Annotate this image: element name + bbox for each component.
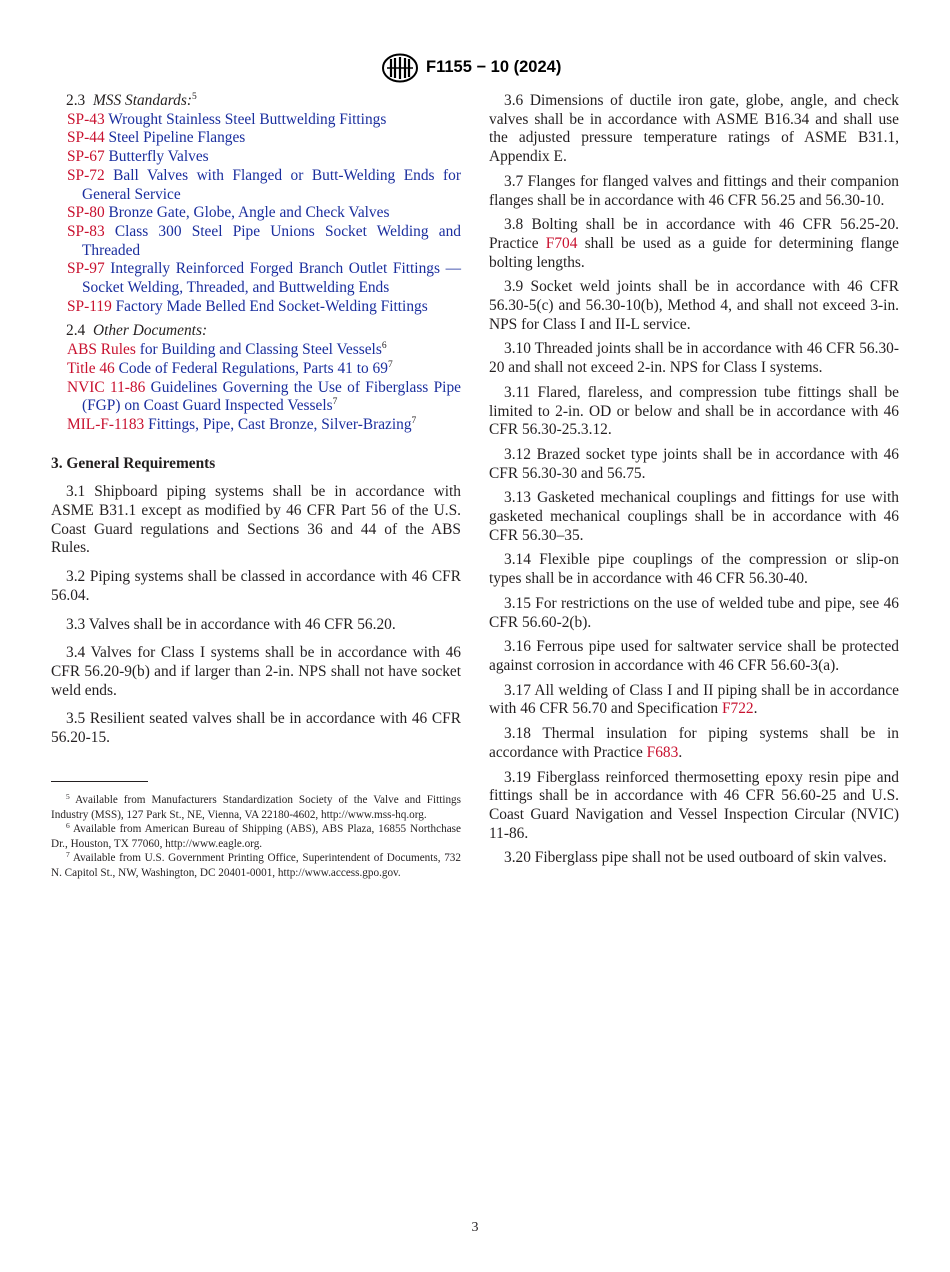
specification-f722-link[interactable]: F722 (721, 700, 754, 718)
section-2-4-heading: 2.4 Other Documents: (66, 322, 208, 340)
reference-item[interactable]: NVIC 11-86 Guidelines Governing the Use of Fiberglass Pipe (FGP) on Coast Guard Inspected Vessels$^7$ (67, 378, 461, 415)
left-column (51, 92, 461, 758)
paragraph-3-11: 3.11 Flared, flareless, and compression tube fittings shall be limited to 2-in. OD or below and shall be in accordance with 46 CFR 56.30-25.3.12. (489, 383, 899, 439)
paragraph-3-8: 3.8 Bolting shall be in accordance with 46 CFR 56.25-20. Practice F704 shall be used as a guide for determining flange bolting lengths. (489, 216, 899, 271)
footnote: $^7$ Available from U.S. Government Printing Office, Superintendent of Documents, 732 N. Capitol St., NW, Washington, DC 20401-0001, http://www.access.gpo.gov. (51, 850, 461, 879)
reference-item[interactable]: SP-83 Class 300 Steel Pipe Unions Socket Welding and Threaded (67, 222, 461, 259)
reference-item[interactable]: SP-119 Factory Made Belled End Socket-Welding Fittings (67, 297, 428, 315)
reference-item[interactable]: ABS Rules for Building and Classing Steel Vessels$^6$ (67, 341, 387, 359)
practice-f704-link[interactable]: F704 (545, 234, 578, 252)
footnote: $^6$ Available from American Bureau of Shipping (ABS), ABS Plaza, 16855 Northchase Dr., Houston, TX 77060, http://www.eagle.org. (51, 821, 461, 850)
paragraph-3-5: 3.5 Resilient seated valves shall be in accordance with 46 CFR 56.20-15. (51, 710, 461, 747)
footnote: $^5$ Available from Manufacturers Standardization Society of the Valve and Fittings Industry (MSS), 127 Park St., NE, Vienna, VA 22180-4602, http://www.mss-hq.org. (51, 792, 461, 821)
paragraph-3-9: 3.9 Socket weld joints shall be in accordance with 46 CFR 56.30-5(c) and 56.30-10(b), Method 4, and shall not exceed 3-in. NPS for Class I and II-L service. (489, 278, 899, 333)
paragraph-3-7: 3.7 Flanges for flanged valves and fittings and their companion flanges shall be in accordance with 46 CFR 56.25 and 56.30-10. (489, 172, 899, 209)
paragraph-3-1: 3.1 Shipboard piping systems shall be in accordance with ASME B31.1 except as modified by 46 CFR Part 56 of the U.S. Coast Guard regulations and Sections 36 and 44 of the ABS Rules. (51, 483, 461, 557)
reference-item[interactable]: SP-43 Wrought Stainless Steel Buttwelding Fittings (67, 110, 387, 128)
footnotes (51, 793, 461, 880)
reference-item[interactable]: SP-97 Integrally Reinforced Forged Branch Outlet Fittings — Socket Welding, Threaded, and Buttwelding Ends (67, 260, 461, 297)
astm-logo-icon (381, 53, 419, 83)
paragraph-3-3: 3.3 Valves shall be in accordance with 46 CFR 56.20. (66, 615, 396, 633)
reference-item[interactable]: SP-80 Bronze Gate, Globe, Angle and Check Valves (67, 204, 390, 222)
paragraph-3-15: 3.15 For restrictions on the use of welded tube and pipe, see 46 CFR 56.60-2(b). (489, 594, 899, 631)
practice-f683-link[interactable]: F683 (646, 743, 679, 761)
paragraph-3-19: 3.19 Fiberglass reinforced thermosetting epoxy resin pipe and fittings shall be in accordance with 46 CFR 56.60-25 and U.S. Coast Guard Navigation and Vessel Inspection Circular (NVIC) 11-86. (489, 768, 899, 842)
footnote-divider (51, 781, 148, 782)
paragraph-3-20: 3.20 Fiberglass pipe shall not be used outboard of skin valves. (504, 849, 887, 867)
paragraph-3-4: 3.4 Valves for Class I systems shall be in accordance with 46 CFR 56.20-9(b) and if larger than 2-in. NPS shall not have socket weld ends. (51, 644, 461, 699)
document-id: F1155 − 10 (2024) (426, 58, 562, 76)
paragraph-3-14: 3.14 Flexible pipe couplings of the compression or slip-on types shall be in accordance with 46 CFR 56.30-40. (489, 551, 899, 588)
paragraph-3-10: 3.10 Threaded joints shall be in accordance with 46 CFR 56.30-20 and shall not exceed 2-in. NPS for Class I systems. (489, 340, 899, 377)
page-header (0, 53, 950, 83)
reference-item[interactable]: SP-44 Steel Pipeline Flanges (67, 129, 246, 147)
section-3-heading: 3. General Requirements (51, 454, 216, 472)
paragraph-3-6: 3.6 Dimensions of ductile iron gate, globe, angle, and check valves shall be in accordance with ASME B16.34 and shall use the adjusted pressure temperature ratings of ASME B31.1, Appendix E. (489, 92, 899, 166)
section-2-3-heading: 2.3 MSS Standards:$^5$ (66, 92, 197, 109)
paragraph-3-17: 3.17 All welding of Class I and II piping shall be in accordance with 46 CFR 56.70 and Specification F722. (489, 681, 899, 718)
reference-item[interactable]: Title 46 Code of Federal Regulations, Parts 41 to $69^7$ (67, 359, 393, 377)
reference-item[interactable]: MIL-F-1183 Fittings, Pipe, Cast Bronze, Silver-Brazing$^7$ (67, 415, 417, 433)
paragraph-3-13: 3.13 Gasketed mechanical couplings and fittings for use with gasketed mechanical couplings shall be in accordance with 46 CFR 56.30–35. (489, 489, 899, 544)
paragraph-3-16: 3.16 Ferrous pipe used for saltwater service shall be protected against corrosion in accordance with 46 CFR 56.60-3(a). (489, 638, 899, 674)
page-number: 3 (471, 1220, 479, 1235)
paragraph-3-18: 3.18 Thermal insulation for piping systems shall be in accordance with Practice F683. (489, 725, 899, 761)
paragraph-3-12: 3.12 Brazed socket type joints shall be in accordance with 46 CFR 56.30-30 and 56.75. (489, 445, 899, 482)
reference-item[interactable]: SP-67 Butterfly Valves (67, 148, 209, 166)
right-column (489, 92, 899, 874)
paragraph-3-2: 3.2 Piping systems shall be classed in accordance with 46 CFR 56.04. (51, 568, 461, 604)
reference-item[interactable]: SP-72 Ball Valves with Flanged or Butt-Welding Ends for General Service (67, 166, 461, 203)
